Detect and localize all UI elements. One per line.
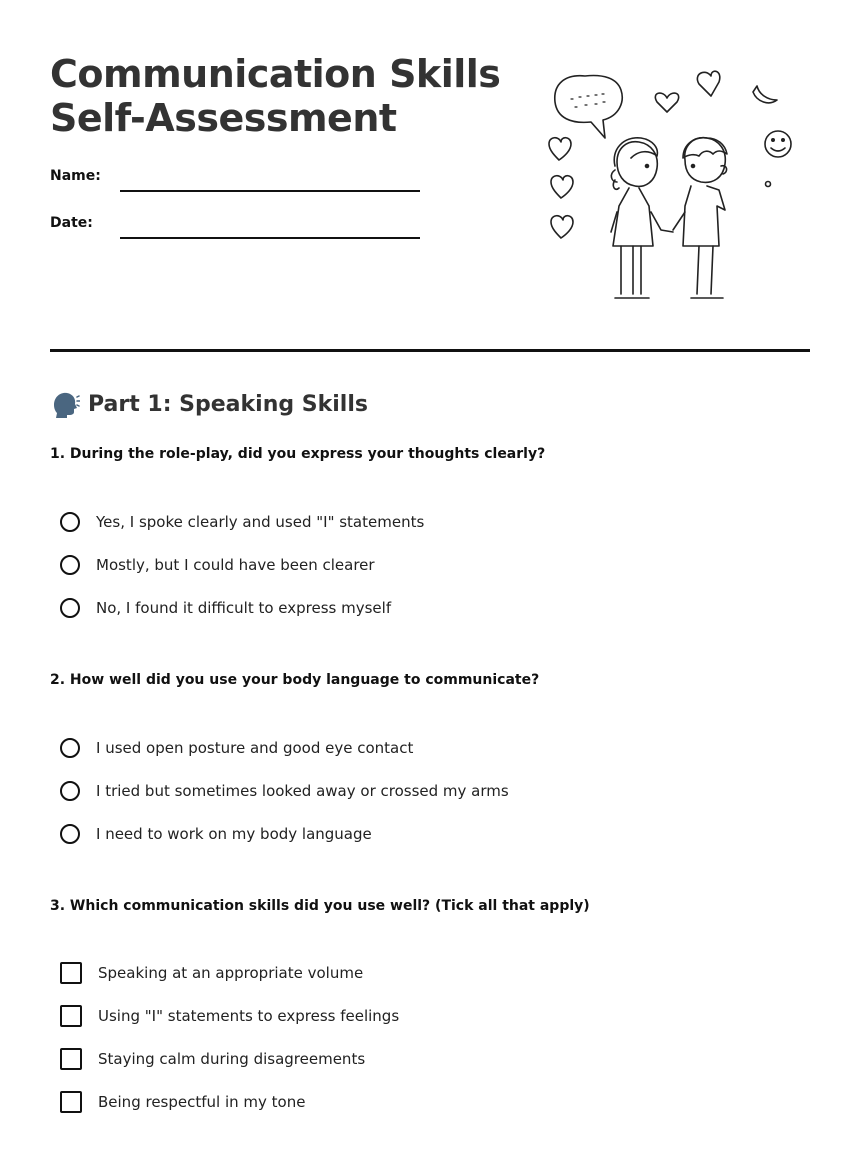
q2-option-1[interactable]: [60, 735, 413, 761]
option-label: Mostly, but I could have been clearer: [96, 556, 375, 574]
two-children-holding-hands-icon: [545, 62, 805, 312]
question-3: 3. Which communication skills did you use well? (Tick all that apply): [50, 898, 590, 914]
radio-button[interactable]: [60, 555, 80, 575]
date-field[interactable]: [50, 209, 430, 239]
q3-option-3[interactable]: [60, 1046, 365, 1072]
heart-icon: [551, 176, 573, 198]
option-label: Staying calm during disagreements: [98, 1050, 366, 1068]
question-1: 1. During the role-play, did you express your thoughts clearly?: [50, 446, 546, 462]
heart-icon: [655, 93, 678, 112]
q2-option-3[interactable]: [60, 821, 372, 847]
radio-button[interactable]: [60, 512, 80, 532]
section-title-text: Part 1: Speaking Skills: [88, 391, 368, 417]
speech-bubble-icon: [555, 76, 622, 138]
q3-option-2[interactable]: [60, 1003, 399, 1029]
section-title: [50, 389, 368, 419]
option-label: I used open posture and good eye contact: [96, 739, 414, 757]
question-2: 2. How well did you use your body language to communicate?: [50, 672, 540, 688]
name-label: Name:: [50, 168, 101, 184]
q3-option-4[interactable]: [60, 1089, 305, 1115]
checkbox[interactable]: [60, 1091, 82, 1113]
option-label: Using "I" statements to express feelings: [98, 1007, 400, 1025]
page-title: [50, 52, 500, 140]
date-label: Date:: [50, 215, 93, 231]
option-label: I tried but sometimes looked away or crossed my arms: [96, 782, 509, 800]
date-line[interactable]: [120, 237, 420, 239]
title-line-1: Communication Skills: [50, 52, 501, 96]
q1-option-2[interactable]: [60, 552, 375, 578]
option-label: No, I found it difficult to express myself: [96, 599, 392, 617]
checkbox[interactable]: [60, 962, 82, 984]
q3-option-1[interactable]: [60, 960, 363, 986]
q2-option-2[interactable]: [60, 778, 509, 804]
q1-option-1[interactable]: [60, 509, 424, 535]
radio-button[interactable]: [60, 781, 80, 801]
heart-icon: [549, 138, 571, 160]
radio-button[interactable]: [60, 738, 80, 758]
speaking-head-icon: [50, 389, 80, 419]
checkbox[interactable]: [60, 1005, 82, 1027]
smiley-icon: [765, 131, 791, 157]
option-label: I need to work on my body language: [96, 825, 372, 843]
girl-figure: [611, 138, 673, 298]
option-label: Yes, I spoke clearly and used "I" statements: [96, 513, 425, 531]
checkbox[interactable]: [60, 1048, 82, 1070]
option-label: Speaking at an appropriate volume: [98, 964, 364, 982]
radio-button[interactable]: [60, 824, 80, 844]
divider: [50, 349, 810, 352]
title-line-2: Self-Assessment: [50, 96, 397, 140]
option-label: Being respectful in my tone: [98, 1093, 306, 1111]
name-line[interactable]: [120, 190, 420, 192]
heart-icon: [697, 71, 719, 96]
crescent-icon: [753, 86, 777, 103]
name-field[interactable]: [50, 162, 430, 192]
radio-button[interactable]: [60, 598, 80, 618]
q1-option-3[interactable]: [60, 595, 391, 621]
boy-figure: [673, 138, 727, 298]
heart-icon: [551, 216, 573, 238]
